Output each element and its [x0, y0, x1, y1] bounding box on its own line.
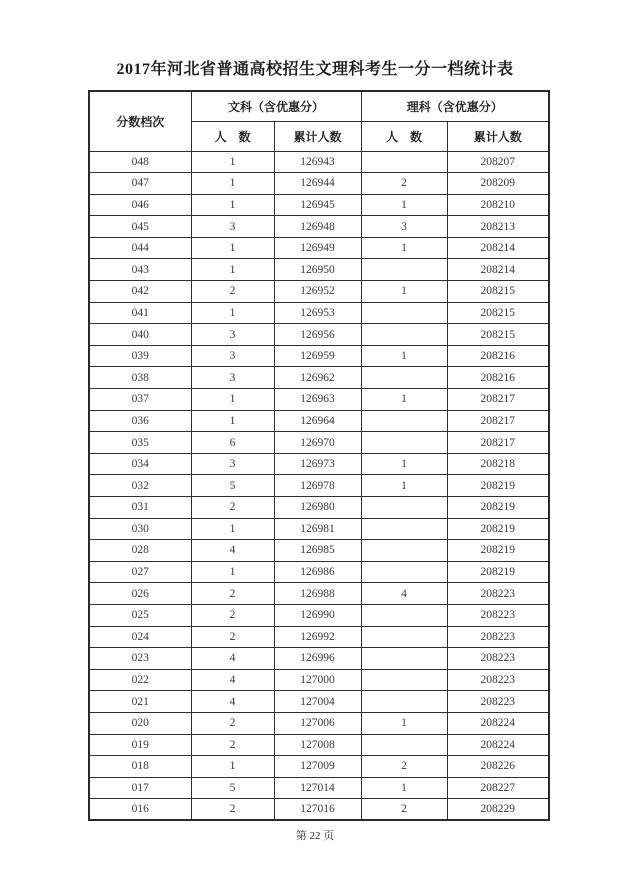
cell-science-cumulative: 208219 — [447, 561, 549, 583]
cell-arts-count: 4 — [191, 691, 274, 713]
table-row — [89, 345, 549, 367]
cell-science-count: 1 — [361, 453, 447, 475]
cell-science-cumulative: 208216 — [447, 345, 549, 367]
cell-arts-count: 1 — [191, 389, 274, 411]
cell-arts-count: 5 — [191, 475, 274, 497]
cell-science-count: 1 — [361, 389, 447, 411]
cell-science-count: 4 — [361, 583, 447, 605]
cell-arts-count: 4 — [191, 669, 274, 691]
cell-science-cumulative: 208215 — [447, 302, 549, 324]
cell-science-cumulative: 208219 — [447, 540, 549, 562]
cell-science-cumulative: 208223 — [447, 583, 549, 605]
table-body — [89, 151, 549, 820]
cell-science-count: 3 — [361, 216, 447, 238]
table-row — [89, 583, 549, 605]
cell-arts-count: 2 — [191, 497, 274, 519]
cell-arts-cumulative: 127006 — [274, 712, 361, 734]
cell-science-count — [361, 669, 447, 691]
header-science-cumulative: 累计人数 — [447, 121, 549, 151]
score-distribution-table — [88, 90, 550, 821]
cell-arts-count: 3 — [191, 367, 274, 389]
cell-score-level: 040 — [89, 324, 191, 346]
page-title: 2017年河北省普通高校招生文理科考生一分一档统计表 — [116, 61, 514, 78]
cell-science-count — [361, 648, 447, 670]
cell-score-level: 047 — [89, 173, 191, 195]
table-row — [89, 777, 549, 799]
cell-score-level: 025 — [89, 604, 191, 626]
cell-science-cumulative: 208214 — [447, 259, 549, 281]
table-row — [89, 194, 549, 216]
cell-science-count — [361, 302, 447, 324]
cell-score-level: 032 — [89, 475, 191, 497]
cell-arts-count: 4 — [191, 648, 274, 670]
cell-arts-count: 1 — [191, 518, 274, 540]
cell-arts-cumulative: 126970 — [274, 432, 361, 454]
table-row — [89, 691, 549, 713]
cell-arts-count: 4 — [191, 540, 274, 562]
cell-science-count — [361, 151, 447, 173]
cell-score-level: 037 — [89, 389, 191, 411]
table-row — [89, 281, 549, 303]
table-header — [89, 91, 549, 151]
cell-score-level: 034 — [89, 453, 191, 475]
table-row — [89, 669, 549, 691]
cell-arts-cumulative: 126949 — [274, 237, 361, 259]
cell-science-cumulative: 208219 — [447, 475, 549, 497]
header-score-level: 分数档次 — [89, 91, 191, 151]
cell-arts-cumulative: 127016 — [274, 799, 361, 821]
cell-science-cumulative: 208214 — [447, 237, 549, 259]
cell-arts-count: 2 — [191, 604, 274, 626]
cell-science-cumulative: 208223 — [447, 669, 549, 691]
cell-science-count: 1 — [361, 777, 447, 799]
cell-arts-cumulative: 126990 — [274, 604, 361, 626]
table-row — [89, 432, 549, 454]
cell-arts-count: 1 — [191, 259, 274, 281]
cell-science-count — [361, 626, 447, 648]
cell-arts-count: 3 — [191, 216, 274, 238]
cell-arts-count: 2 — [191, 583, 274, 605]
cell-science-count — [361, 324, 447, 346]
header-science-count: 人 数 — [361, 121, 447, 151]
cell-arts-cumulative: 126992 — [274, 626, 361, 648]
table-row — [89, 151, 549, 173]
cell-science-count — [361, 691, 447, 713]
cell-arts-cumulative: 127000 — [274, 669, 361, 691]
cell-science-count: 2 — [361, 756, 447, 778]
cell-arts-count: 3 — [191, 324, 274, 346]
table-row — [89, 389, 549, 411]
cell-science-cumulative: 208223 — [447, 691, 549, 713]
cell-arts-count: 1 — [191, 237, 274, 259]
cell-arts-count: 3 — [191, 345, 274, 367]
cell-science-cumulative: 208215 — [447, 324, 549, 346]
table-row — [89, 453, 549, 475]
cell-science-cumulative: 208215 — [447, 281, 549, 303]
cell-arts-cumulative: 126988 — [274, 583, 361, 605]
cell-arts-cumulative: 126952 — [274, 281, 361, 303]
cell-science-count — [361, 259, 447, 281]
cell-science-cumulative: 208209 — [447, 173, 549, 195]
cell-science-count: 1 — [361, 194, 447, 216]
cell-score-level: 048 — [89, 151, 191, 173]
cell-arts-cumulative: 126963 — [274, 389, 361, 411]
cell-science-count: 1 — [361, 712, 447, 734]
cell-score-level: 036 — [89, 410, 191, 432]
cell-arts-count: 2 — [191, 281, 274, 303]
table-row — [89, 216, 549, 238]
cell-science-count: 1 — [361, 281, 447, 303]
cell-score-level: 018 — [89, 756, 191, 778]
cell-arts-count: 5 — [191, 777, 274, 799]
cell-score-level: 046 — [89, 194, 191, 216]
table-row — [89, 734, 549, 756]
cell-score-level: 023 — [89, 648, 191, 670]
table-row — [89, 497, 549, 519]
cell-arts-cumulative: 126956 — [274, 324, 361, 346]
table-row — [89, 561, 549, 583]
cell-arts-cumulative: 126953 — [274, 302, 361, 324]
cell-score-level: 044 — [89, 237, 191, 259]
cell-science-cumulative: 208224 — [447, 712, 549, 734]
table-row — [89, 302, 549, 324]
cell-arts-count: 1 — [191, 194, 274, 216]
cell-science-cumulative: 208219 — [447, 518, 549, 540]
cell-score-level: 031 — [89, 497, 191, 519]
cell-score-level: 042 — [89, 281, 191, 303]
table-row — [89, 367, 549, 389]
cell-arts-cumulative: 126986 — [274, 561, 361, 583]
cell-arts-cumulative: 126950 — [274, 259, 361, 281]
cell-science-cumulative: 208223 — [447, 648, 549, 670]
cell-arts-cumulative: 126973 — [274, 453, 361, 475]
cell-science-cumulative: 208223 — [447, 604, 549, 626]
cell-arts-cumulative: 126943 — [274, 151, 361, 173]
cell-science-cumulative: 208226 — [447, 756, 549, 778]
cell-score-level: 020 — [89, 712, 191, 734]
cell-science-cumulative: 208218 — [447, 453, 549, 475]
cell-arts-count: 2 — [191, 734, 274, 756]
cell-science-count: 1 — [361, 475, 447, 497]
page-number: 第 22 页 — [295, 830, 335, 842]
cell-science-count — [361, 540, 447, 562]
table-row — [89, 173, 549, 195]
cell-arts-count: 1 — [191, 151, 274, 173]
table-row — [89, 604, 549, 626]
cell-arts-count: 1 — [191, 410, 274, 432]
cell-arts-count: 2 — [191, 712, 274, 734]
cell-science-count — [361, 561, 447, 583]
table-row — [89, 237, 549, 259]
cell-score-level: 021 — [89, 691, 191, 713]
cell-science-count — [361, 432, 447, 454]
cell-science-cumulative: 208210 — [447, 194, 549, 216]
table-row — [89, 259, 549, 281]
table-row — [89, 712, 549, 734]
cell-science-count — [361, 497, 447, 519]
cell-science-cumulative: 208217 — [447, 389, 549, 411]
cell-science-cumulative: 208216 — [447, 367, 549, 389]
cell-science-count: 1 — [361, 237, 447, 259]
cell-arts-cumulative: 126985 — [274, 540, 361, 562]
cell-arts-cumulative: 127014 — [274, 777, 361, 799]
cell-arts-count: 1 — [191, 173, 274, 195]
cell-arts-cumulative: 126978 — [274, 475, 361, 497]
cell-score-level: 038 — [89, 367, 191, 389]
cell-arts-cumulative: 127004 — [274, 691, 361, 713]
cell-score-level: 027 — [89, 561, 191, 583]
cell-arts-cumulative: 126945 — [274, 194, 361, 216]
cell-score-level: 019 — [89, 734, 191, 756]
cell-arts-cumulative: 126996 — [274, 648, 361, 670]
table-row — [89, 799, 549, 821]
cell-science-cumulative: 208207 — [447, 151, 549, 173]
cell-score-level: 022 — [89, 669, 191, 691]
cell-science-cumulative: 208217 — [447, 410, 549, 432]
cell-science-cumulative: 208217 — [447, 432, 549, 454]
cell-arts-cumulative: 126948 — [274, 216, 361, 238]
cell-score-level: 024 — [89, 626, 191, 648]
cell-score-level: 035 — [89, 432, 191, 454]
cell-arts-cumulative: 126964 — [274, 410, 361, 432]
cell-science-count: 1 — [361, 345, 447, 367]
cell-science-count — [361, 410, 447, 432]
cell-score-level: 028 — [89, 540, 191, 562]
cell-arts-count: 2 — [191, 626, 274, 648]
table-row — [89, 540, 549, 562]
cell-science-cumulative: 208219 — [447, 497, 549, 519]
cell-score-level: 016 — [89, 799, 191, 821]
cell-arts-count: 2 — [191, 799, 274, 821]
cell-science-cumulative: 208229 — [447, 799, 549, 821]
table-row — [89, 518, 549, 540]
cell-arts-cumulative: 126944 — [274, 173, 361, 195]
table-row — [89, 648, 549, 670]
cell-arts-count: 1 — [191, 302, 274, 324]
header-science-group: 理科（含优惠分） — [361, 91, 549, 121]
header-arts-cumulative: 累计人数 — [274, 121, 361, 151]
table-row — [89, 410, 549, 432]
cell-score-level: 030 — [89, 518, 191, 540]
cell-arts-cumulative: 127008 — [274, 734, 361, 756]
header-liberal-arts-group: 文科（含优惠分） — [191, 91, 361, 121]
table-row — [89, 475, 549, 497]
cell-science-count: 2 — [361, 799, 447, 821]
cell-arts-count: 1 — [191, 756, 274, 778]
cell-score-level: 041 — [89, 302, 191, 324]
cell-science-count: 2 — [361, 173, 447, 195]
cell-science-cumulative: 208224 — [447, 734, 549, 756]
cell-arts-cumulative: 126980 — [274, 497, 361, 519]
cell-arts-cumulative: 126981 — [274, 518, 361, 540]
cell-science-count — [361, 518, 447, 540]
cell-science-count — [361, 734, 447, 756]
table-row — [89, 626, 549, 648]
table-row — [89, 756, 549, 778]
cell-arts-count: 3 — [191, 453, 274, 475]
cell-score-level: 039 — [89, 345, 191, 367]
cell-science-cumulative: 208227 — [447, 777, 549, 799]
cell-score-level: 017 — [89, 777, 191, 799]
table-row — [89, 324, 549, 346]
cell-score-level: 043 — [89, 259, 191, 281]
cell-arts-cumulative: 126959 — [274, 345, 361, 367]
cell-arts-count: 6 — [191, 432, 274, 454]
cell-arts-cumulative: 127009 — [274, 756, 361, 778]
cell-science-count — [361, 367, 447, 389]
header-arts-count: 人 数 — [191, 121, 274, 151]
cell-score-level: 026 — [89, 583, 191, 605]
header-row-groups — [89, 91, 549, 121]
cell-science-cumulative: 208213 — [447, 216, 549, 238]
cell-score-level: 045 — [89, 216, 191, 238]
cell-science-count — [361, 604, 447, 626]
cell-arts-count: 1 — [191, 561, 274, 583]
cell-arts-cumulative: 126962 — [274, 367, 361, 389]
cell-science-cumulative: 208223 — [447, 626, 549, 648]
